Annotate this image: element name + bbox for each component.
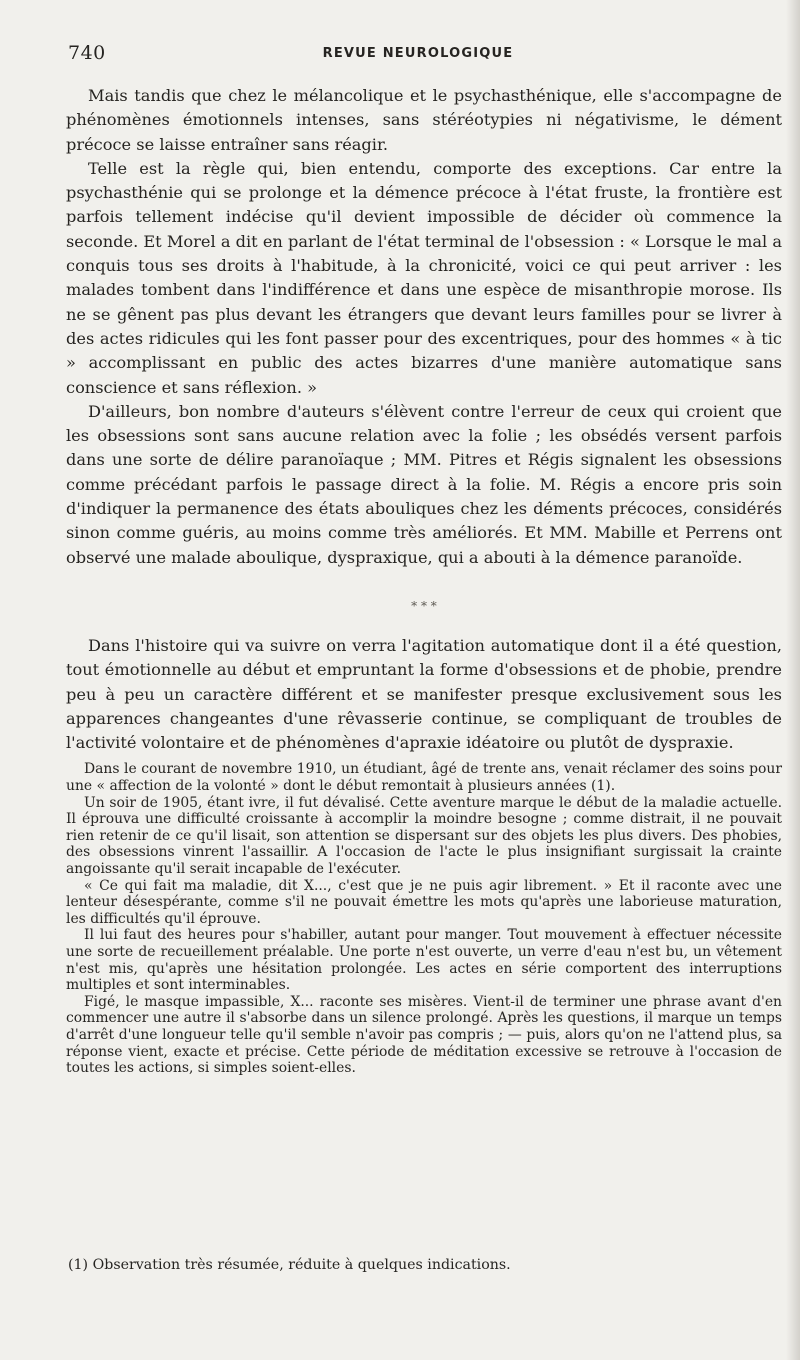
observation-paragraph: Figé, le masque impassible, X... raconte ses misères. Vient-il de terminer une phrase avant d'en commencer une autre il s'absorbe dans un silence prolongé. Après les questions, il marque un temps d'arrêt d'une longueur telle qu'il semble n'avoir pas compris ; — puis, alors qu'on ne l'attend plus, sa réponse vient, exacte et précise. Cette période de méditation excessive se retrouve à l'occasion de toutes les actions, si simples soient-elles. xyxy=(66,993,782,1077)
paragraph: Telle est la règle qui, bien entendu, comporte des exceptions. Car entre la psychasthénie qui se prolonge et la démence précoce à l'état fruste, la frontière est parfois tellement indécise qu'il devient impossible de décider où commence la seconde. Et Morel a dit en parlant de l'état terminal de l'obsession : « Lorsque le mal a conquis tous ses droits à l'habitude, à la chronicité, voici ce qui peut arriver : les malades tombent dans l'indifférence et dans une espèce de misanthropie morose. Ils ne se gênent pas plus devant les étrangers que devant leurs familles pour se livrer à des actes ridicules qui les font passer pour des excentriques, pour des hommes « à tic » accomplissant en public des actes bizarres d'une manière automatique sans conscience et sans réflexion. » xyxy=(66,158,782,397)
observation-paragraph: Il lui faut des heures pour s'habiller, autant pour manger. Tout mouvement à effectuer nécessite une sorte de recueillement préalable. Une porte n'est ouverte, un verre d'eau n'est bu, un vêtement n'est mis, qu'après une hésitation prolongée. Les actes en série comportent des interruptions multiples et sont interminables. xyxy=(66,927,782,994)
footnote: (1) Observation très résumée, réduite à quelques indications. xyxy=(68,1257,511,1273)
observation-paragraph: Un soir de 1905, étant ivre, il fut dévalisé. Cette aventure marque le début de la maladie actuelle. Il éprouva une difficulté croissante à accomplir la moindre besogne ; comme distrait, il ne pouvait rien retenir de ce qu'il lisait, son attention se dispersant sur des objets les plus divers. Des phobies, des obsessions vinrent l'assaillir. A l'occasion de l'acte le plus insignifiant surgissait la crainte angoissante qu'il serait incapable de l'exécuter. xyxy=(66,794,782,877)
page-edge-shadow xyxy=(786,0,800,1360)
observation-paragraph: « Ce qui fait ma maladie, dit X..., c'est que je ne puis agir librement. » Et il raconte avec une lenteur désespérante, comme s'il ne pouvait émettre les mots qu'après une laborieuse maturation, les difficultés qu'il éprouve. xyxy=(66,877,782,927)
page-header xyxy=(68,42,768,68)
paragraph: Dans l'histoire qui va suivre on verra l'agitation automatique dont il a été question, tout émotionnelle au début et empruntant la forme d'obsessions et de phobie, prendre peu à peu un caractère différent et se manifester presque exclusivement sous les apparences changeantes d'une rêvasserie continue, se compliquant de troubles de l'activité volontaire et de phénomènes d'apraxie idéatoire ou plutôt de dyspraxie. xyxy=(66,635,782,753)
observation-block xyxy=(66,761,782,1076)
running-head: REVUE NEUROLOGIQUE xyxy=(322,46,514,61)
main-text xyxy=(66,84,782,1077)
paragraph: Mais tandis que chez le mélancolique et le psychasthénique, elle s'accompagne de phénomènes émotionnels intenses, sans stéréotypies ni négativisme, le dément précoce se laisse entraîner sans réagir. xyxy=(66,86,782,154)
paragraph: D'ailleurs, bon nombre d'auteurs s'élèvent contre l'erreur de ceux qui croient que les obsessions sont sans aucune relation avec la folie ; les obsédés versent parfois dans une sorte de délire paranoïaque ; MM. Pitres et Régis signalent les obsessions comme précédant parfois le passage direct à la folie. M. Régis a encore pris soin d'indiquer la permanence des états abouliques chez les déments précoces, considérés sinon comme guéris, au moins comme très améliorés. Et MM. Mabille et Perrens ont observé une malade aboulique, dyspraxique, qui a abouti à la démence paranoïde. xyxy=(66,401,782,567)
page-number: 740 xyxy=(68,42,106,64)
observation-paragraph: Dans le courant de novembre 1910, un étudiant, âgé de trente ans, venait réclamer des soins pour une « affection de la volonté » dont le début remontait à plusieurs années (1). xyxy=(66,761,782,795)
section-separator: * * * xyxy=(411,598,437,613)
